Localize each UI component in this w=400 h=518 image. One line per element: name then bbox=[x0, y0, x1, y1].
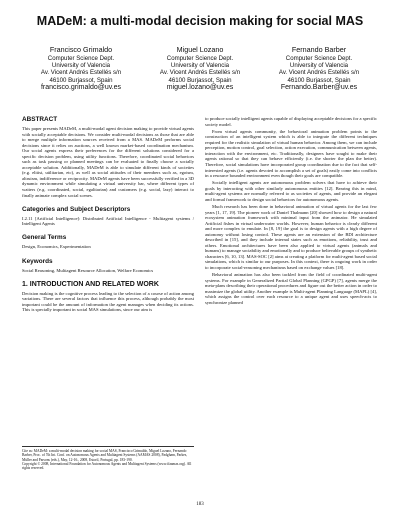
author-block bbox=[22, 46, 378, 93]
author-email: miguel.lozano@uv.es bbox=[166, 84, 234, 92]
author-addr: Av. Vicent Andrés Estellés s/n bbox=[159, 69, 241, 77]
author-3 bbox=[260, 46, 378, 93]
author-univ: University of Valencia bbox=[289, 62, 349, 69]
right-column bbox=[205, 116, 377, 307]
abstract-heading: ABSTRACT bbox=[22, 116, 58, 123]
author-addr: Av. Vicent Andrés Estellés s/n bbox=[278, 69, 360, 77]
left-column bbox=[22, 116, 194, 314]
keywords-text: Social Reasoning, Multiagent Resource Allocation, Welfare Economics bbox=[22, 267, 154, 273]
paper-title: MADeM: a multi-modal decision making for social MAS bbox=[36, 14, 364, 28]
author-email: Fernando.Barber@uv.es bbox=[280, 84, 358, 92]
author-1 bbox=[22, 46, 140, 93]
author-dept: Computer Science Dept. bbox=[166, 54, 234, 62]
author-city: 46100 Burjassot, Spain bbox=[49, 76, 113, 84]
body-paragraph: From virtual agents community, the behavioral animation problem points to the construction of an intelligent system which is able to integrate the different techniques required for the realistic simulation of virtual human behavior. Among them, we can include perception, motion control, goal selection, action execution, communication between agents, interaction with the environment, etc. Traditionally, designers have sought to make their agents rational so that they can behave efficiently (i.e. the shorter the plan the better). Therefore, social simulations have incorporated group coordination due to the fact that self-interested agents (i.e. agents devoted to accomplish a set of goals) easily come into conflicts in a resource bounded environment even though their goals are compatible. bbox=[205, 128, 377, 179]
author-univ: University of Valencia bbox=[51, 62, 111, 69]
intro-heading: 1. INTRODUCTION AND RELATED WORK bbox=[22, 280, 159, 288]
footnote-copyright: Copyright © 2008, International Foundation for Autonomous Agents and Multiagent Systems (www.ifaamas.org). All rights reserved. bbox=[22, 461, 192, 471]
body-paragraph: Behavioral animation has also been tackled from the field of coordinated multi-agent systems. For example in Generalized Partial Global Planning (GPGP) [7], agents merge the meta-plans describing their operational procedures and figure out the better action in order to maximize the global utility. Another example is Multi-agent Planning Language (MAPL) [4], which assigns the control over each resource to a unique agent and uses speech-acts to synchronize planned bbox=[205, 272, 377, 305]
author-univ: University of Valencia bbox=[170, 62, 230, 69]
keywords-heading: Keywords bbox=[22, 257, 53, 265]
author-city: 46100 Burjassot, Spain bbox=[168, 76, 232, 84]
abstract-text: This paper presents MADeM, a multi-modal agent decision making to provide virtual agents with socially acceptable decisions. We consider multi-modal decisions as those that are able to merge multiple information sources received from a MAS. MADeM performs social decisions since it relies on auctions, a well known market-based coordination mechanism. Our social agents express their preferences for the different solutions considered for a specific decision problem, using utility functions. Therefore, coordinated social behaviors such as task passing or planned meetings can be evaluated to finally choose a socially acceptable solution. Additionally, MADeM is able to simulate different kinds of societies (e.g. elitist, utilitarian, etc), as well as social attitudes of their members such as, egoism, altruism, indifference or reciprocity. MADeM agents have been successfully verified in a 3D dynamic environment while simulating a virtual university bar, where different types of waiters (e.g. coordinated, social, egalitarian) and customers (e.g. social, lazy) interact to finally animate complex social scenes. bbox=[22, 126, 194, 198]
author-dept: Computer Science Dept. bbox=[285, 54, 353, 62]
author-addr: Av. Vicent Andrés Estellés s/n bbox=[40, 69, 122, 77]
terms-heading: General Terms bbox=[22, 234, 67, 242]
author-name: Fernando Barber bbox=[291, 45, 347, 54]
footnote bbox=[22, 446, 194, 470]
body-paragraph: to produce socially intelligent agents capable of displaying acceptable decisions for a specific society model. bbox=[205, 116, 377, 127]
categories-heading: Categories and Subject Descriptors bbox=[22, 205, 131, 213]
page-number: 183 bbox=[196, 502, 204, 507]
body-paragraph: Much research has been done in behavioral animation of virtual agents for the last few years [1, 17, 19]. The pioneer work of Daniel Thalmann [20] showed how to design a natural ecosystem animation framework with minimal input from the animator. He simulated Artificial fishes in virtual underwater worlds. However, human behavior is clearly different and more complex to emulate. In [8, 19] the goal is to design agents with a high degree of autonomy without losing control. These agents are an extension of the BDI architecture described in [15], and they include internal states such as emotions, reliability, trust and others. Emotional architectures have been also applied to virtual agents (animals and humans) to manage sociability and emotionally and to produce believable groups of synthetic characters [6, 10, 13]. MAS-SOC [2] aims at creating a platform for multi-agent based social simulations, which is similar to our purposes. In this context, there is ongoing work in order to incorporate social-reasoning mechanisms based on exchange values [18]. bbox=[205, 203, 377, 270]
body-paragraph: Socially intelligent agents are autonomous problem solvers that have to achieve their goals by interacting with other similarly autonomous entities [12]. Bearing this in mind, multi-agent systems are normally referred to as societies of agents, and provide an elegant and formal framework to design social behaviors for autonomous agents. bbox=[205, 180, 377, 202]
intro-paragraph: Decision making is the cognitive process leading to the selection of a course of action among variations. There are several factors that influence this process, although probably the most important could be the amount of information the agent manages when deciding its actions. This is specially important in social MAS simulations, since our aim is bbox=[22, 290, 194, 313]
author-2 bbox=[141, 46, 259, 93]
author-email: francisco.grimaldo@uv.es bbox=[40, 84, 122, 92]
author-name: Francisco Grimaldo bbox=[49, 45, 113, 54]
author-dept: Computer Science Dept. bbox=[47, 54, 115, 62]
terms-text: Design, Economics, Experimentation bbox=[22, 244, 91, 250]
author-name: Miguel Lozano bbox=[176, 45, 224, 54]
footnote-cite: Cite as: MADeM: a multi-modal decision making for social MAS, Francisco Grimaldo, Miguel Lozano, Fernando Barber, Proc. of 7th Int. Conf. on Autonomous Agents and Multiagent Systems (AAMAS 2008), Padgham, Parkes, Müller and Parsons (eds.), May, 12-16., 2008, Estoril, Portugal, pp. 183-190. bbox=[22, 449, 188, 462]
author-city: 46100 Burjassot, Spain bbox=[287, 76, 351, 84]
categories-text: I.2.11 [Artificial Intelligence]: Distributed Artificial Intelligence - Multiagent systems / Intelligent Agents bbox=[22, 215, 194, 227]
